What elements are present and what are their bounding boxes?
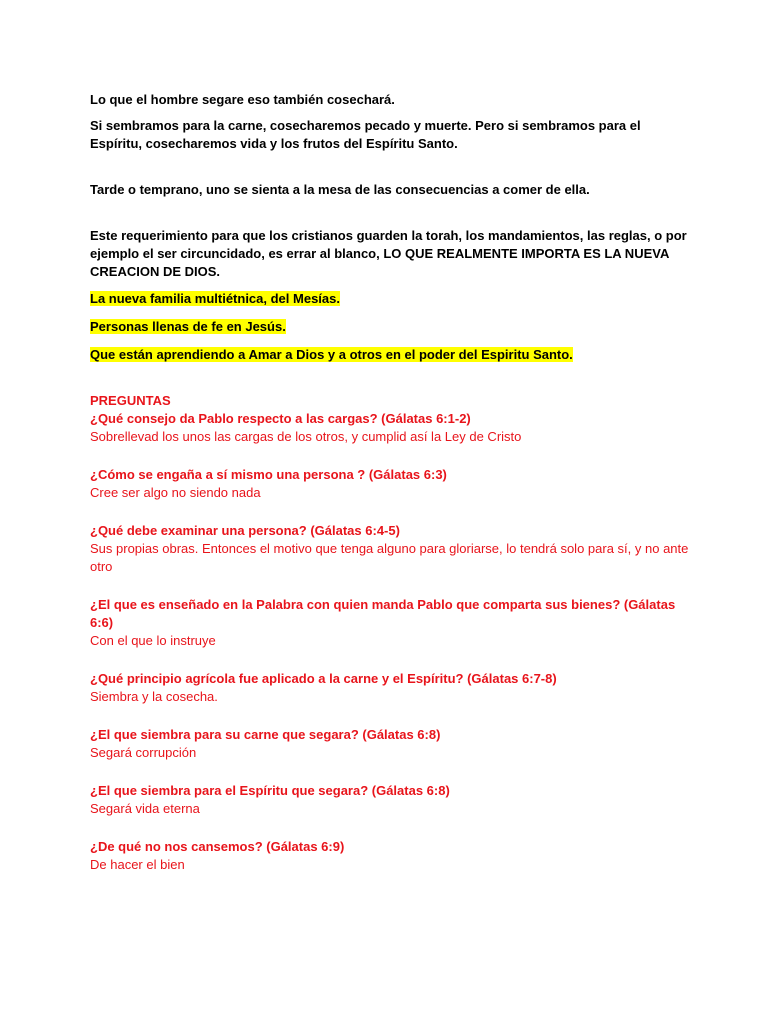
highlight-line-2	[90, 318, 690, 336]
questions-heading: PREGUNTAS	[90, 393, 171, 408]
answer-1: Sobrellevad los unos las cargas de los otros, y cumplid así la Ley de Cristo	[90, 429, 522, 444]
intro-line-1: Lo que el hombre segare eso también cosechará.	[90, 92, 395, 107]
question-6: ¿El que siembra para su carne que segara? (Gálatas 6:8)	[90, 727, 441, 742]
answer-8: De hacer el bien	[90, 857, 185, 872]
answer-2: Cree ser algo no siendo nada	[90, 485, 261, 500]
intro-line-3: Tarde o temprano, uno se sienta a la mesa de las consecuencias a comer de ella.	[90, 182, 590, 197]
answer-3: Sus propias obras. Entonces el motivo que tenga alguno para gloriarse, lo tendrá solo para sí, y no ante otro	[90, 541, 689, 574]
answer-7: Segará vida eterna	[90, 801, 200, 816]
document-body	[90, 91, 690, 874]
highlight-text: Personas llenas de fe en Jesús.	[90, 319, 286, 334]
question-2: ¿Cómo se engaña a sí mismo una persona ? (Gálatas 6:3)	[90, 467, 447, 482]
question-3: ¿Qué debe examinar una persona? (Gálatas 6:4-5)	[90, 523, 400, 538]
question-7: ¿El que siembra para el Espíritu que segara? (Gálatas 6:8)	[90, 783, 450, 798]
highlight-line-3	[90, 346, 690, 364]
intro-line-2: Si sembramos para la carne, cosecharemos pecado y muerte. Pero si sembramos para el Espíritu, cosecharemos vida y los frutos del Espíritu Santo.	[90, 118, 641, 151]
highlight-text: Que están aprendiendo a Amar a Dios y a otros en el poder del Espiritu Santo.	[90, 347, 573, 362]
answer-4: Con el que lo instruye	[90, 633, 216, 648]
highlight-text: La nueva familia multiétnica, del Mesías.	[90, 291, 340, 306]
intro-line-4: Este requerimiento para que los cristianos guarden la torah, los mandamientos, las reglas, o por ejemplo el ser circuncidado, es errar al blanco, LO QUE REALMENTE IMPORTA ES LA NUEVA CREACION DE DIOS.	[90, 228, 687, 279]
question-8: ¿De qué no nos cansemos? (Gálatas 6:9)	[90, 839, 345, 854]
question-5: ¿Qué principio agrícola fue aplicado a la carne y el Espíritu? (Gálatas 6:7-8)	[90, 671, 557, 686]
answer-6: Segará corrupción	[90, 745, 197, 760]
question-4: ¿El que es enseñado en la Palabra con quien manda Pablo que comparta sus bienes? (Gálatas 6:6)	[90, 597, 676, 630]
answer-5: Siembra y la cosecha.	[90, 689, 218, 704]
question-1: ¿Qué consejo da Pablo respecto a las cargas? (Gálatas 6:1-2)	[90, 411, 471, 426]
highlight-line-1	[90, 290, 690, 308]
